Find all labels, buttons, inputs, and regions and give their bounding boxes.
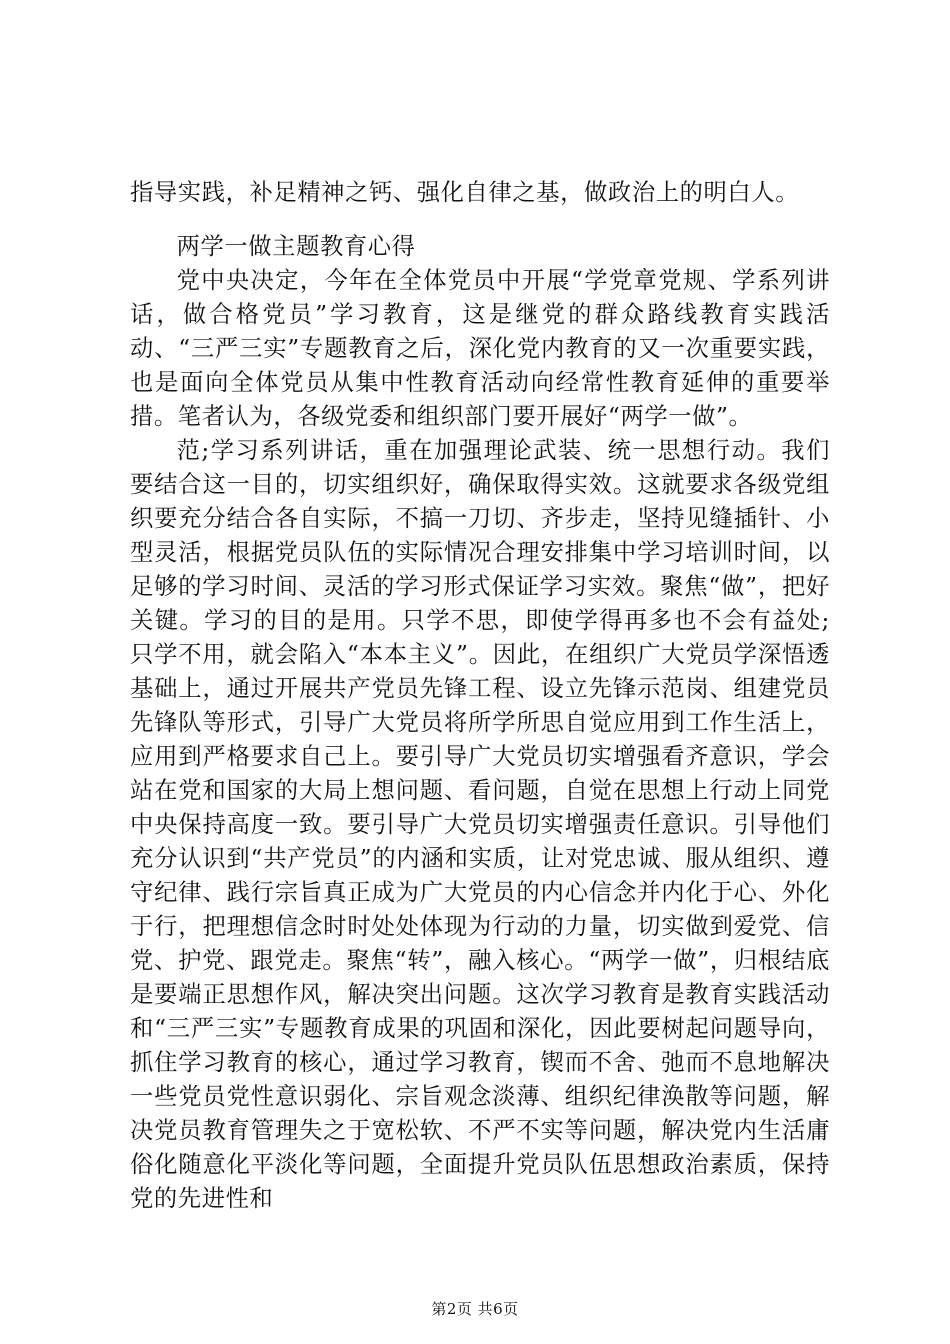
section-title: 两学一做主题教育心得 (176, 233, 416, 260)
page-number-footer: 第2页 共6页 (431, 1300, 519, 1318)
paragraph-main: 范;学习系列讲话，重在加强理论武装、统一思想行动。我们要结合这一目的，切实组织好，确保取得实效。这就要求各级党组织要充分结合各自实际，不搞一刀切、齐步走，坚持见缝插针、小型灵活，根据党员队伍的实际情况合理安排集中学习培训时间，以足够的学习时间、灵活的学习形式保证学习实效。聚焦“做”，把好关键。学习的目的是用。只学不思，即使学得再多也不会有益处;只学不用，就会陷入“本本主义”。因此，在组织广大党员学深悟透基础上，通过开展共产党员先锋工程、设立先锋示范岗、组建党员先锋队等形式，引导广大党员将所学所思自觉应用到工作生活上，应用到严格要求自己上。要引导广大党员切实增强看齐意识，学会站在党和国家的大局上想问题、看问题，自觉在思想上行动上同党中央保持高度一致。要引导广大党员切实增强责任意识。引导他们充分认识到“共产党员”的内涵和实质，让对党忠诚、服从组织、遵守纪律、践行宗旨真正成为广大党员的内心信念并内化于心、外化于行，把理想信念时时处处体现为行动的力量，切实做到爱党、信党、护党、跟党走。聚焦“转”，融入核心。“两学一做”，归根结底是要端正思想作风，解决突出问题。这次学习教育是教育实践活动和“三严三实”专题教育成果的巩固和深化，因此要树起问题导向，抓住学习教育的核心，通过学习教育，锲而不舍、弛而不息地解决一些党员党性意识弱化、宗旨观念淡薄、组织纪律涣散等问题，解决党员教育管理失之于宽松软、不严不实等问题，解决党内生活庸俗化随意化平淡化等问题，全面提升党员队伍思想政治素质，保持党的先进性和 (130, 437, 830, 1212)
carryover-line: 指导实践，补足精神之钙、强化自律之基，做政治上的明白人。 (130, 179, 800, 206)
article-body (130, 230, 830, 1216)
paragraph-intro: 党中央决定，今年在全体党员中开展“学党章党规、学系列讲话，做合格党员”学习教育，这是继党的群众路线教育实践活动、“三严三实”专题教育之后，深化党内教育的又一次重要实践，也是面向全体党员从集中性教育活动向经常性教育延伸的重要举措。笔者认为，各级党委和组织部门要开展好“两学一做”。 (130, 267, 830, 430)
